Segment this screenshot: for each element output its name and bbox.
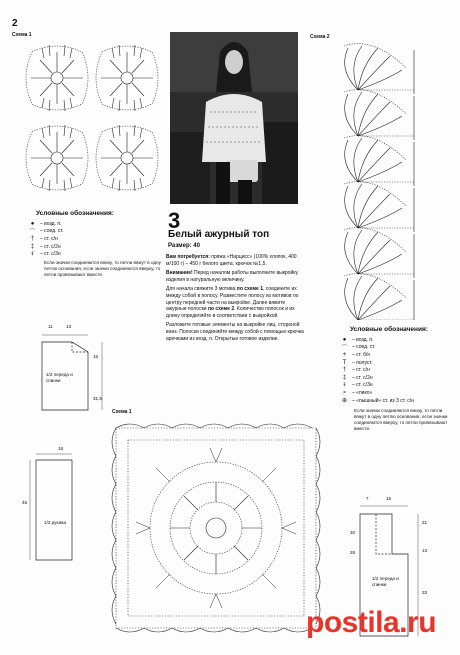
legend-title-right: Условные обозначения: (350, 326, 428, 333)
motif-grid-diagram (22, 38, 162, 198)
sc-icon: + (342, 351, 347, 358)
sleeve-schematic-label: 1/2 рукава (44, 520, 67, 525)
legend-item-text: – ст. с/3н (352, 382, 373, 389)
scheme1-label: Схема 1 (12, 32, 32, 38)
dim-label: 15 (386, 496, 392, 501)
legend-item (340, 351, 452, 359)
dim-label: 20 (350, 530, 356, 535)
legend-item (28, 235, 168, 243)
legend-list (28, 220, 168, 258)
legend-item (28, 243, 168, 251)
dim-label: 26 (350, 550, 356, 555)
legend-item (340, 366, 452, 374)
legend-item-text: – ст. с/3н (40, 251, 61, 258)
text-run: , соедините их между собой в полосу. Разместите полосу из мотивов по центру передней части на выкройке. Далее вяжите ажурные полоски (166, 286, 299, 313)
attention-paragraph (166, 270, 304, 283)
legend-item-text: – возд. п. (40, 220, 62, 227)
legend-item (340, 397, 452, 405)
bump-icon: ⊕ (341, 398, 348, 405)
front-schematic-label: 1/2 переда и спинки (46, 372, 73, 383)
legend-item-text: – «пико» (352, 389, 373, 396)
dim-label: 21 (422, 520, 428, 525)
legend-title: Условные обозначения: (36, 210, 114, 217)
legend-item-text: – соед. ст. (352, 344, 376, 351)
dc2-icon: ‡ (342, 374, 347, 381)
legend-item (340, 344, 452, 352)
assembly-paragraph: Разложите готовые элементы на выкройке лиц. стороной вниз. Полоски соединяйте между собой с помощью крючка арочками из возд. п. Открытые готовое изделие. (166, 322, 304, 342)
dim-label: 13 (422, 548, 428, 553)
text-run: по схеме 1 (236, 286, 263, 293)
dim-label: 7 (366, 496, 369, 501)
dc3-icon: ⫲ (31, 250, 34, 257)
legend-item (340, 374, 452, 382)
article-size: Размер: 40 (168, 243, 200, 249)
needed-paragraph (166, 254, 304, 267)
legend-list-right (340, 336, 452, 404)
legend-item (28, 228, 168, 236)
article-number: 3 (168, 208, 181, 233)
needed-text: пряжа «Нарцисс» (100% хлопок, 400 м/100 г) – 450 г белого цвета, крючок №1,5. (166, 254, 297, 267)
legend-item-text: – соед. ст. (40, 228, 64, 235)
slip-stitch-icon: ⌒ (29, 229, 36, 236)
dc3-icon: ⫲ (343, 381, 346, 388)
watermark-logo: postila.ru (306, 606, 437, 639)
legend-item (340, 382, 452, 390)
square-motif-diagram (100, 412, 332, 644)
dim-label: 31,5 (93, 396, 102, 401)
strip-diagram (318, 40, 438, 320)
dim-label: 16 (93, 354, 99, 359)
legend-item-text: – возд. п. (352, 336, 374, 343)
legend-item (28, 220, 168, 228)
dim-label: 11 (48, 324, 53, 329)
right-schematic-label: 1/2 переда и спинки (372, 576, 399, 587)
legend-item-text: – ст. с/2н (352, 374, 373, 381)
legend-item (340, 336, 452, 344)
article-title: Белый ажурный топ (168, 229, 270, 240)
text-run: . Количество полосок и их длину определяйте в соответствии с выкройкой. (166, 306, 295, 319)
picot-icon: ∘ (342, 390, 347, 397)
slip-stitch-icon: ⌒ (341, 345, 348, 352)
legend-item-text: – ст. с/н (352, 367, 370, 374)
attention-text: Перед началом работы выполните выкройку изделия в натуральную величину. (166, 270, 299, 283)
needed-lead: Вам потребуется: (166, 254, 210, 260)
legend-item-text: – ст. б/н (352, 351, 371, 358)
legend-note: Если значки соединяются внизу, то петли вяжут в одну петлю основания, если значки соединяются вверху, то петли провязывают вместе. (44, 260, 161, 277)
dim-label: 13 (66, 324, 72, 329)
dc-icon: † (30, 235, 35, 242)
dot-icon: ● (30, 220, 35, 227)
dim-label: 45 (22, 500, 28, 505)
half-dc-icon: Т (342, 359, 347, 366)
legend-note-right: Если значки соединяются внизу, то петли вяжут в одну петлю основания, если значки соединяются вверху, то петли провязывают вместе. (354, 408, 448, 431)
dim-label: 33 (422, 590, 428, 595)
scheme2-label: Схема 2 (310, 34, 330, 40)
legend-item (28, 250, 168, 258)
legend-item-text: – «пышный» ст. из 3 ст. с/н (352, 397, 414, 404)
attention-lead: Внимание! (166, 270, 193, 277)
legend-item (340, 359, 452, 367)
legend-item (340, 389, 452, 397)
text-run: по схеме 2 (207, 306, 235, 313)
article-body (166, 254, 304, 345)
legend-item-text: – ст. с/н (40, 235, 58, 242)
dc-icon: † (342, 367, 347, 374)
dc2-icon: ‡ (30, 243, 35, 250)
legend-item-text: – полуст. (352, 359, 373, 366)
woman-photo-illustration (170, 32, 298, 204)
scheme1-motif-label: Схема 1 (112, 409, 132, 415)
dim-label: 16 (58, 446, 64, 451)
text-run: Для начала свяжите 3 мотива (166, 286, 237, 293)
dot-icon: ● (342, 336, 347, 343)
instructions-paragraph (166, 286, 304, 319)
page-number: 2 (12, 18, 18, 29)
sleeve-schematic (22, 450, 112, 570)
model-photo (170, 32, 298, 204)
legend-item-text: – ст. с/2н (40, 243, 61, 250)
